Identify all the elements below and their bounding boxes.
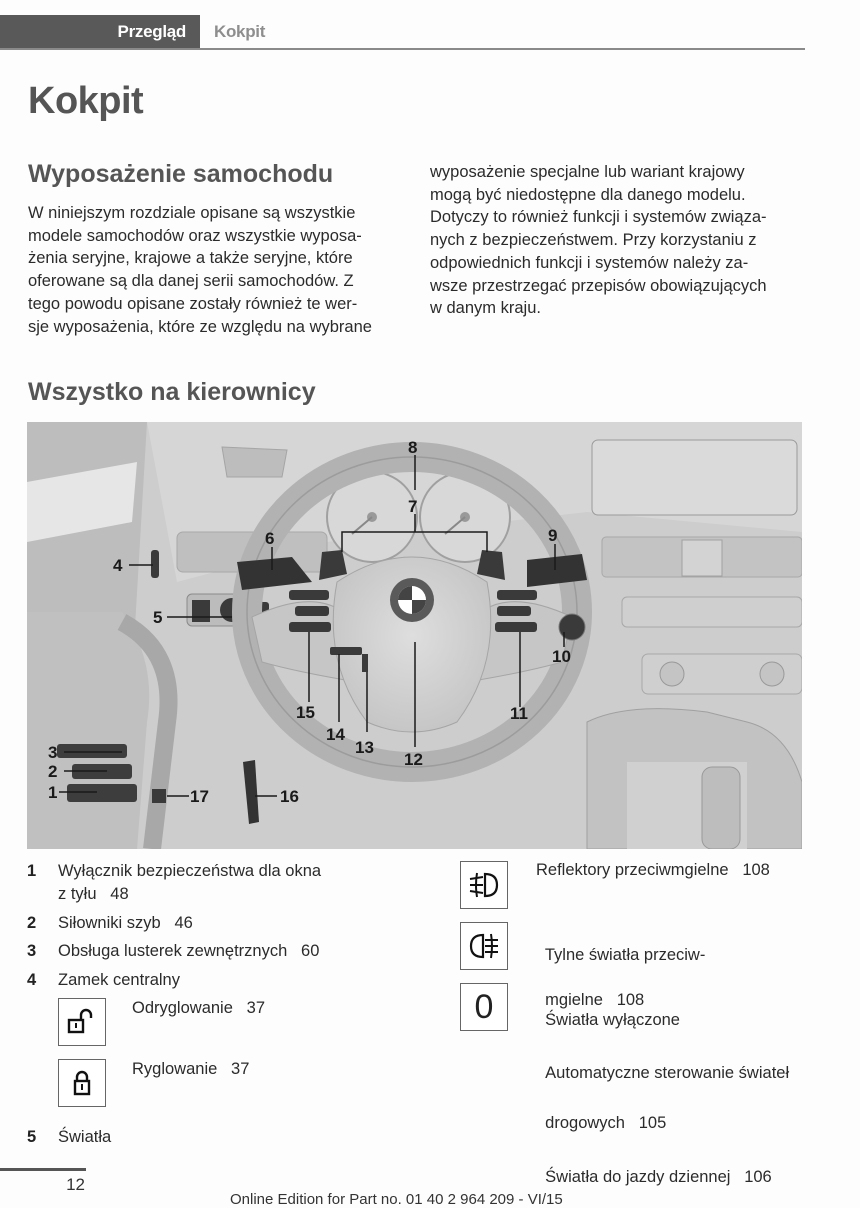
callout-12: 12 <box>404 750 423 769</box>
legend-number: 1 <box>27 862 37 880</box>
text-line: modele samochodów oraz wszystkie wyposa- <box>28 226 362 245</box>
equipment-heading: Wyposażenie samochodu <box>28 160 334 188</box>
central-lock-button <box>151 550 159 578</box>
callout-10: 10 <box>552 647 571 666</box>
label-line: Tylne światła przeciw- <box>544 945 706 964</box>
callout-6: 6 <box>265 529 275 548</box>
callout-7: 7 <box>408 497 418 516</box>
label-line: Automatyczne sterowanie świateł <box>545 1064 790 1082</box>
legend-label: Siłowniki szyb 46 <box>58 914 193 932</box>
callout-11: 11 <box>510 704 528 723</box>
equipment-text-col1 <box>28 202 413 338</box>
horn-lever <box>362 654 368 672</box>
right-wheel-buttons <box>497 590 537 600</box>
left-top-vent <box>222 447 287 477</box>
equipment-text-col2 <box>430 161 810 320</box>
front-fog-light-icon-box <box>460 861 508 909</box>
callout-16: 16 <box>280 787 299 806</box>
text-line: żenia seryjne, krajowe a także seryjne, które <box>28 249 353 268</box>
callout-5: 5 <box>153 608 163 627</box>
legend-number: 2 <box>27 914 37 932</box>
callout-4: 4 <box>113 556 123 575</box>
gear-selector <box>702 767 740 849</box>
callout-17: 17 <box>190 787 209 806</box>
legend-label: Zamek centralny <box>58 971 180 989</box>
start-stop-button <box>559 614 585 640</box>
text-line: sje wyposażenia, które ze względu na wybrane <box>28 317 372 336</box>
legend-number: 5 <box>27 1128 37 1146</box>
legend-line: z tyłu 48 <box>58 884 129 903</box>
label-line: drogowych 105 <box>545 1114 667 1132</box>
legend-number: 3 <box>27 942 37 960</box>
hood-release <box>152 789 166 803</box>
label-line: mgielne 108 <box>545 990 645 1009</box>
callout-14: 14 <box>326 725 345 744</box>
callout-8: 8 <box>408 438 418 457</box>
cockpit-drawing <box>27 422 802 849</box>
mirror-switch <box>57 744 127 758</box>
callout-9: 9 <box>548 526 558 545</box>
callout-1: 1 <box>48 783 58 802</box>
text-line: oferowane są dla danej serii samochodów. Z <box>28 272 354 291</box>
header-section-label: Przegląd <box>0 15 200 48</box>
right-wheel-buttons <box>495 622 537 632</box>
column-adjust-lever <box>330 647 362 655</box>
text-line: w danym kraju. <box>430 299 541 318</box>
climate-knob-left <box>660 662 684 686</box>
text-line: wsze przestrzegać przepisów obowiązujących <box>430 276 767 295</box>
steering-heading: Wszystko na kierownicy <box>28 378 316 406</box>
unlock-icon-box <box>58 998 106 1046</box>
hazard-button-panel <box>682 540 722 576</box>
lock-label: Ryglowanie 37 <box>132 1060 250 1078</box>
label-line: Światła do jazdy dziennej 106 <box>545 1168 772 1186</box>
lights-off-icon-box <box>460 983 508 1031</box>
rear-fog-light-icon <box>467 931 501 961</box>
label-line: Światła wyłączone <box>545 1011 680 1029</box>
text-line: Dotyczy to również funkcji i systemów związa- <box>430 208 767 227</box>
rear-fog-light-icon-box <box>460 922 508 970</box>
text-line: nych z bezpieczeństwem. Przy korzystaniu z <box>430 231 757 250</box>
unlock-icon <box>66 1008 98 1036</box>
fog-light-buttons <box>192 600 210 622</box>
climate-knob-right <box>760 662 784 686</box>
text-line: W niniejszym rozdziale opisane są wszystkie <box>28 204 356 222</box>
callout-3: 3 <box>48 743 58 762</box>
edition-footer: Online Edition for Part no. 01 40 2 964 209 - VI/15 <box>230 1191 563 1208</box>
unlock-label: Odryglowanie 37 <box>132 999 265 1017</box>
text-line: odpowiednich funkcji i systemów należy za- <box>430 253 749 272</box>
lock-icon-box <box>58 1059 106 1107</box>
left-wheel-buttons <box>289 622 331 632</box>
callout-2: 2 <box>48 762 58 781</box>
text-line: wyposażenie specjalne lub wariant krajowy <box>430 163 745 181</box>
front-fog-light-icon <box>467 870 501 900</box>
header-chapter-label: Kokpit <box>214 22 266 41</box>
window-switches-rear <box>67 784 137 802</box>
callout-15: 15 <box>296 703 315 722</box>
text-line: mogą być niedostępne dla danego modelu. <box>430 185 746 204</box>
door-panel <box>27 612 149 849</box>
page-number: 12 <box>66 1175 85 1194</box>
front-fog-light-label: Reflektory przeciwmgielne 108 <box>536 861 770 879</box>
radio-panel <box>622 597 802 627</box>
infotainment-screen <box>592 440 797 515</box>
text-line: tego powodu opisane zostały również te wer- <box>28 294 358 313</box>
legend-label <box>58 860 321 905</box>
footer-rule <box>0 1168 86 1171</box>
left-wheel-buttons <box>289 590 329 600</box>
legend-label: Światła <box>58 1128 112 1146</box>
legend-line: Wyłącznik bezpieczeństwa dla okna <box>58 862 322 880</box>
cockpit-illustration <box>27 422 802 849</box>
lock-icon <box>70 1069 94 1097</box>
page-title: Kokpit <box>28 80 144 122</box>
left-wheel-buttons <box>295 606 329 616</box>
lights-off-label <box>536 983 789 1190</box>
running-header <box>0 15 805 50</box>
right-wheel-buttons <box>497 606 531 616</box>
legend-label: Obsługa lusterek zewnętrznych 60 <box>58 942 320 960</box>
legend-number: 4 <box>27 971 37 989</box>
callout-13: 13 <box>355 738 374 757</box>
lights-off-icon: 0 <box>474 988 494 1026</box>
